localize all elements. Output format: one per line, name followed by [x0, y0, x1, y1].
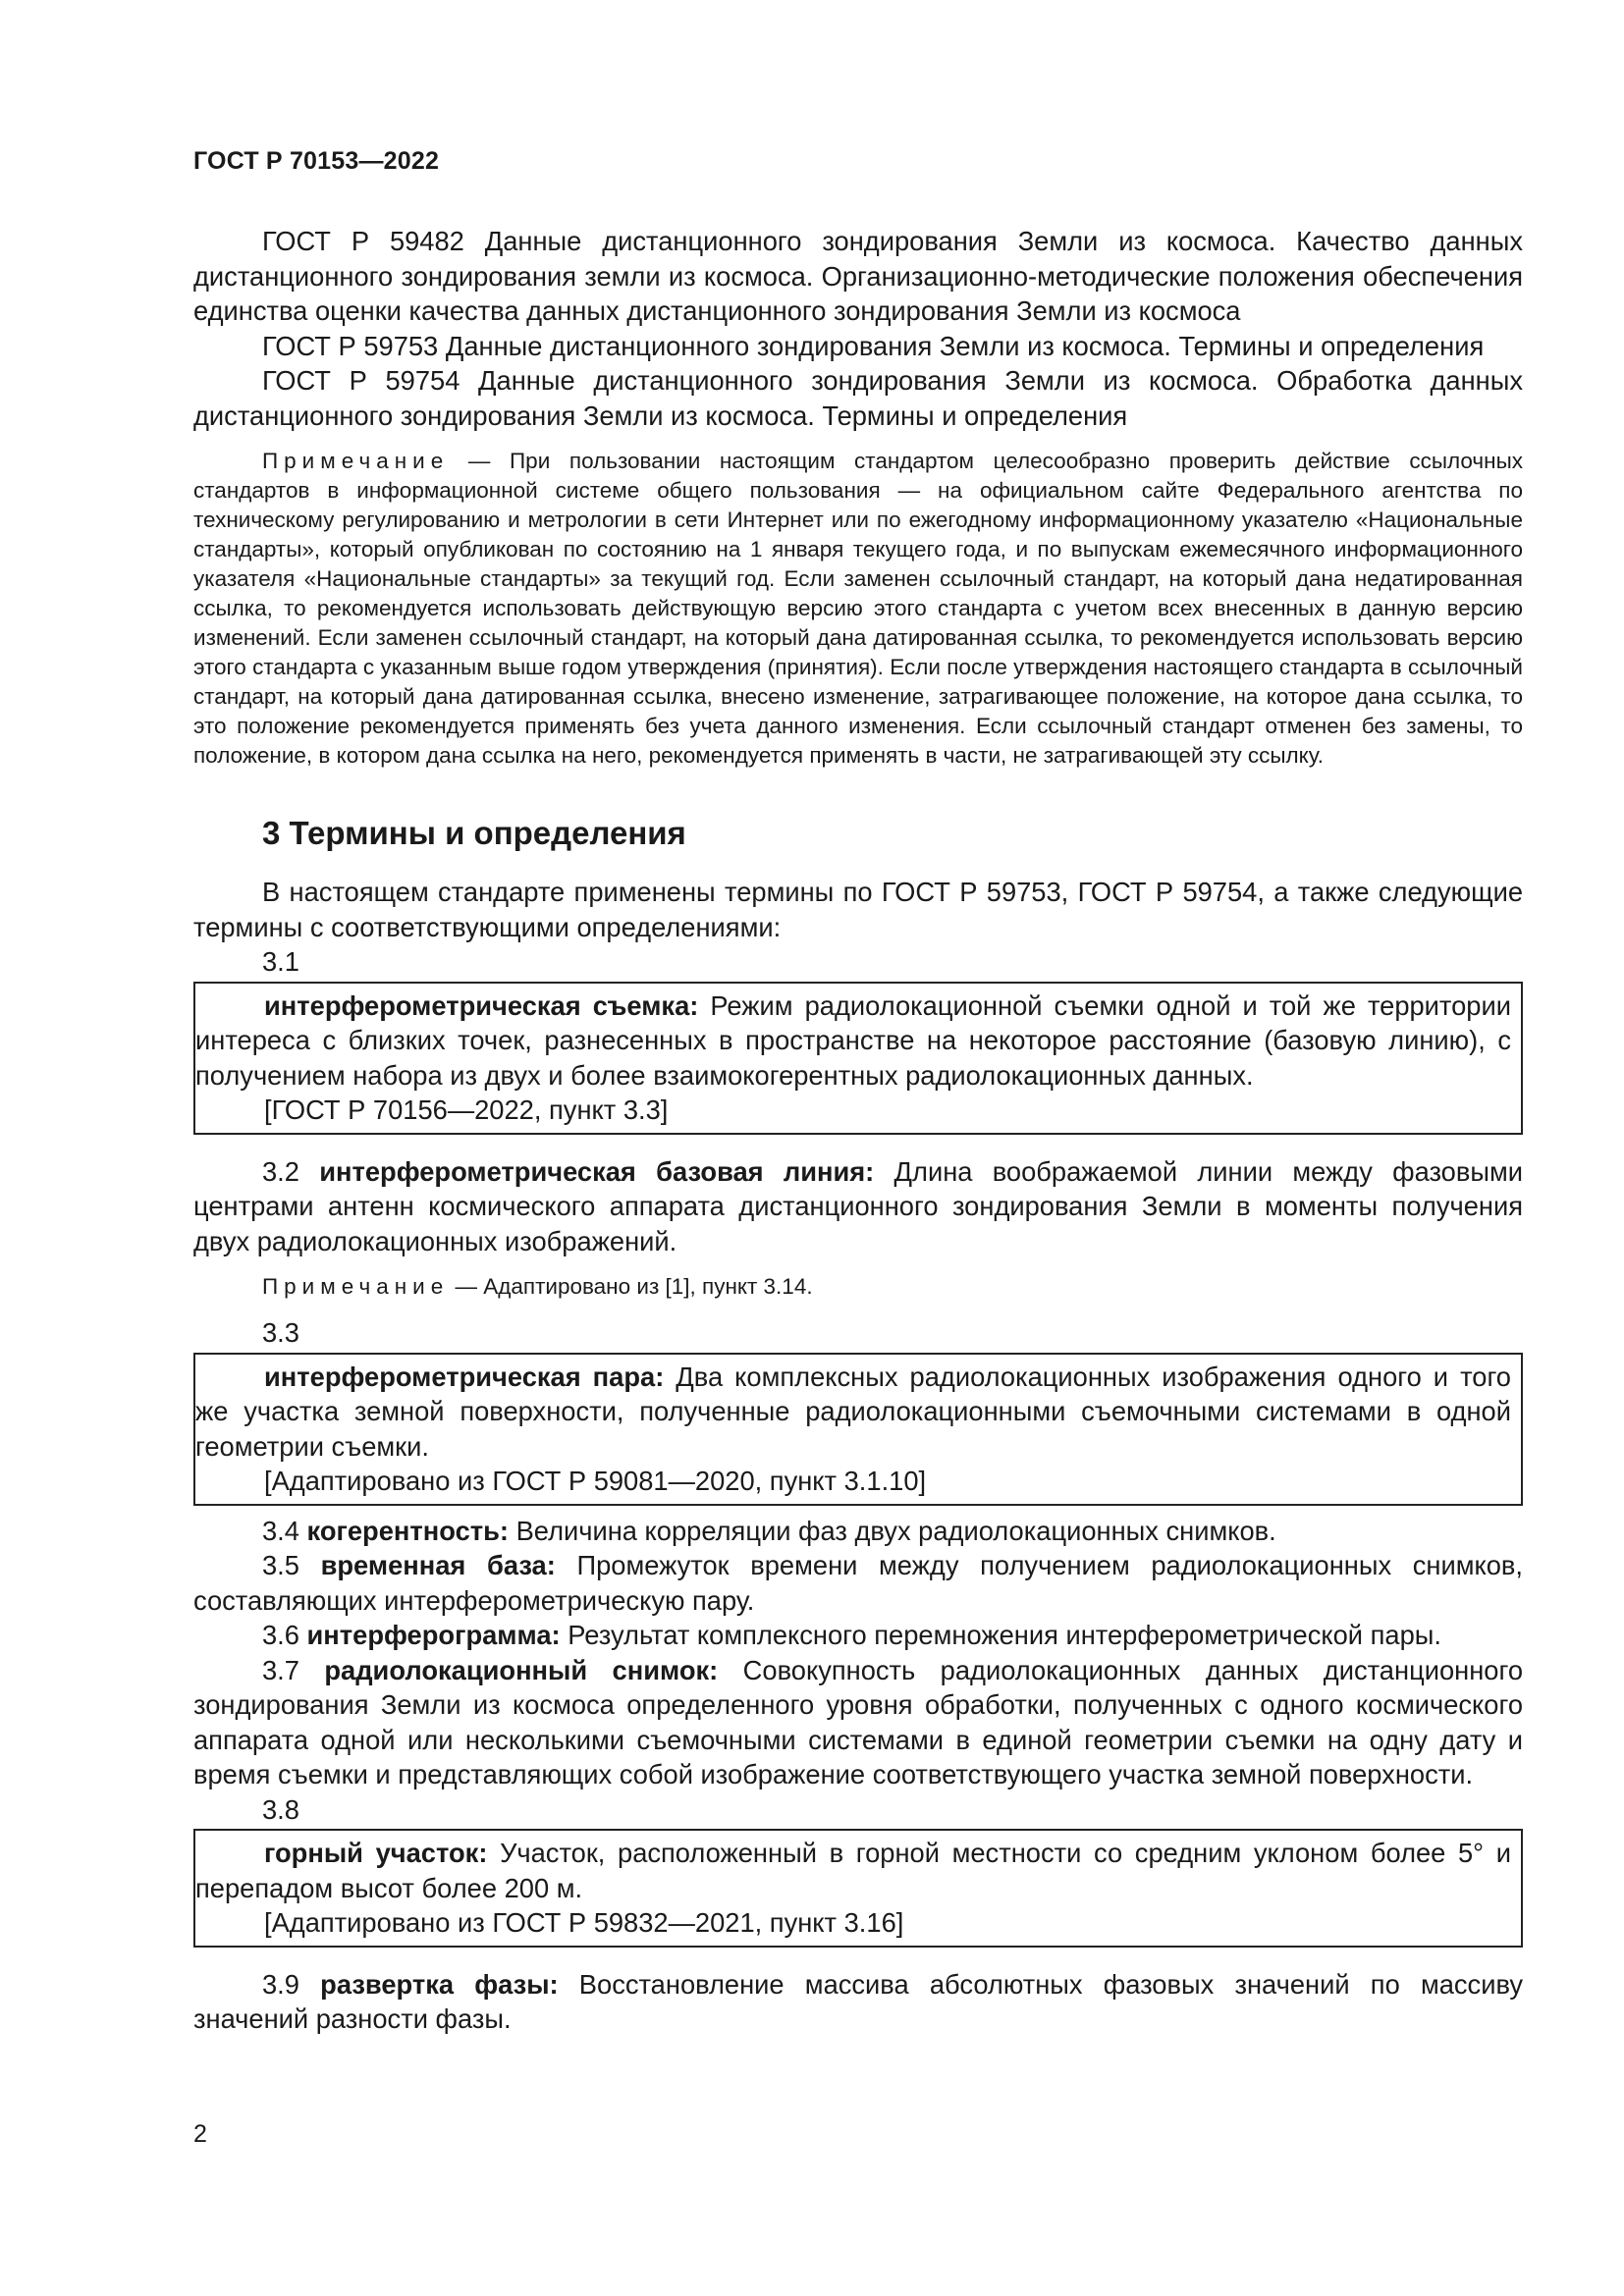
document-header: ГОСТ Р 70153—2022 [193, 147, 440, 175]
reference-item: ГОСТ Р 59482 Данные дистанционного зондирования Земли из космоса. Качество данных дистанционного зондирования земли из космоса. Организационно-методические положения обеспечения единства оценки качества данных дистанционного зондирования Земли из космоса [193, 226, 1523, 326]
term-source: [Адаптировано из ГОСТ Р 59832—2021, пункт 3.16] [264, 1907, 904, 1938]
term-box-3-3 [193, 1353, 1523, 1506]
term-definition-3-2 [193, 1154, 1523, 1259]
term-name: развертка фазы: [320, 1968, 559, 2000]
section-intro: В настоящем стандарте применены термины по ГОСТ Р 59753, ГОСТ Р 59754, а также следующие термины с соответствующими определениями: [193, 877, 1523, 942]
term-text: Совокупность радиолокационных данных дистанционного зондирования Земли из космоса определенного уровня обработки, полученных с одного космического аппарата одной или несколькими съемочными системами в единой геометрии съемки на одну дату и время съемки и представляющих собой изображение соответствующего участка земной поверхности. [193, 1654, 1523, 1789]
note-label: Примечание [262, 1274, 450, 1299]
term-number: 3.3 [262, 1317, 299, 1348]
term-name: горный участок: [264, 1838, 488, 1868]
term-name: радиолокационный снимок: [324, 1654, 719, 1685]
term-number: 3.7 [262, 1654, 325, 1685]
term-name: временная база: [320, 1550, 556, 1580]
note-text: — При пользовании настоящим стандартом целесообразно проверить действие ссылочных стандартов в информационной системе общего пользования — на официальном сайте Федерального агентства по техническому регулированию и метрологии в сети Интернет или по ежегодному информационному указателю «Национальные стандарты», который опубликован по состоянию на 1 января текущего года, и по выпускам ежемесячного информационного указателя «Национальные стандарты» за текущий год. Если заменен ссылочный стандарт, на который дана недатированная ссылка, то рекомендуется использовать действующую версию этого стандарта с учетом всех внесенных в данную версию изменений. Если заменен ссылочный стандарт, на который дана датированная ссылка, то рекомендуется использовать версию этого стандарта с указанным выше годом утверждения (принятия). Если после утверждения настоящего стандарта в ссылочный стандарт, на который дана датированная ссылка, внесено изменение, затрагивающее положение, на которое дана ссылка, то это положение рекомендуется применять без учета данного изменения. Если ссылочный стандарт отменен без замены, то положение, в котором дана ссылка на него, рекомендуется применять в части, не затрагивающей эту ссылку. [193, 449, 1523, 768]
reference-note [193, 447, 1523, 771]
term-box-3-1 [193, 982, 1523, 1135]
term-name: интерферометрическая базовая линия: [319, 1155, 875, 1187]
page-number: 2 [193, 2120, 207, 2148]
reference-item: ГОСТ Р 59753 Данные дистанционного зондирования Земли из космоса. Термины и определения [262, 330, 1485, 361]
term-definition-3-6 [193, 1618, 1523, 1653]
term-definition [195, 1360, 1511, 1465]
term-definition [195, 988, 1511, 1094]
spacer [193, 1302, 1523, 1315]
section-title: 3 Термины и определения [262, 815, 686, 851]
reference-item: ГОСТ Р 59754 Данные дистанционного зондирования Земли из космоса. Обработка данных дистанционного зондирования Земли из космоса. Термины и определения [193, 365, 1523, 431]
term-source: [ГОСТ Р 70156—2022, пункт 3.3] [264, 1095, 669, 1125]
term-note [193, 1272, 1523, 1302]
term-definition [195, 1836, 1511, 1905]
term-definition-3-5 [193, 1548, 1523, 1618]
term-text: Участок, расположенный в горной местности со средним уклоном более 5° и перепадом высот более 200 м. [195, 1838, 1511, 1903]
term-name: интерферограмма: [306, 1620, 561, 1650]
term-name: когерентность: [306, 1515, 509, 1546]
term-name: интерферометрическая пара: [264, 1361, 665, 1392]
term-text: Промежуток времени между получением радиолокационных снимков, составляющих интерферометрическую пару. [193, 1550, 1523, 1616]
term-definition-3-7 [193, 1653, 1523, 1792]
term-text: Величина корреляции фаз двух радиолокационных снимков. [509, 1515, 1276, 1546]
term-name: интерферометрическая съемка: [264, 989, 699, 1021]
term-box-3-8 [193, 1829, 1523, 1948]
term-number: 3.4 [262, 1515, 307, 1546]
term-number: 3.2 [262, 1155, 320, 1187]
term-definition-3-9 [193, 1967, 1523, 2037]
term-number: 3.5 [262, 1550, 321, 1580]
term-definition-3-4 [193, 1514, 1523, 1549]
term-text: Восстановление массива абсолютных фазовых значений по массиву значений разности фазы. [193, 1968, 1523, 2034]
page-content [193, 224, 1523, 2037]
term-text: Два комплексных радиолокационных изображения одного и того же участка земной поверхности, полученные радиолокационными съемочными системами в одной геометрии съемки. [195, 1361, 1511, 1462]
note-label: Примечание [262, 449, 450, 473]
term-source: [Адаптировано из ГОСТ Р 59081—2020, пункт 3.1.10] [264, 1466, 927, 1496]
term-text: Режим радиолокационной съемки одной и той же территории интереса с близких точек, разнесенных в пространстве на некоторое расстояние (базовую линию), с получением набора из двух и более взаимокогерентных радиолокационных данных. [195, 989, 1511, 1091]
term-number: 3.1 [262, 946, 299, 977]
term-number: 3.6 [262, 1620, 307, 1650]
term-number: 3.8 [262, 1793, 299, 1825]
term-text: Длина воображаемой линии между фазовыми центрами антенн космического аппарата дистанционного зондирования Земли в моменты получения двух радиолокационных изображений. [193, 1155, 1524, 1256]
term-number: 3.9 [262, 1968, 321, 2000]
term-text: Результат комплексного перемножения интерферометрической пары. [560, 1620, 1441, 1650]
note-text: — Адаптировано из [1], пункт 3.14. [449, 1274, 813, 1299]
